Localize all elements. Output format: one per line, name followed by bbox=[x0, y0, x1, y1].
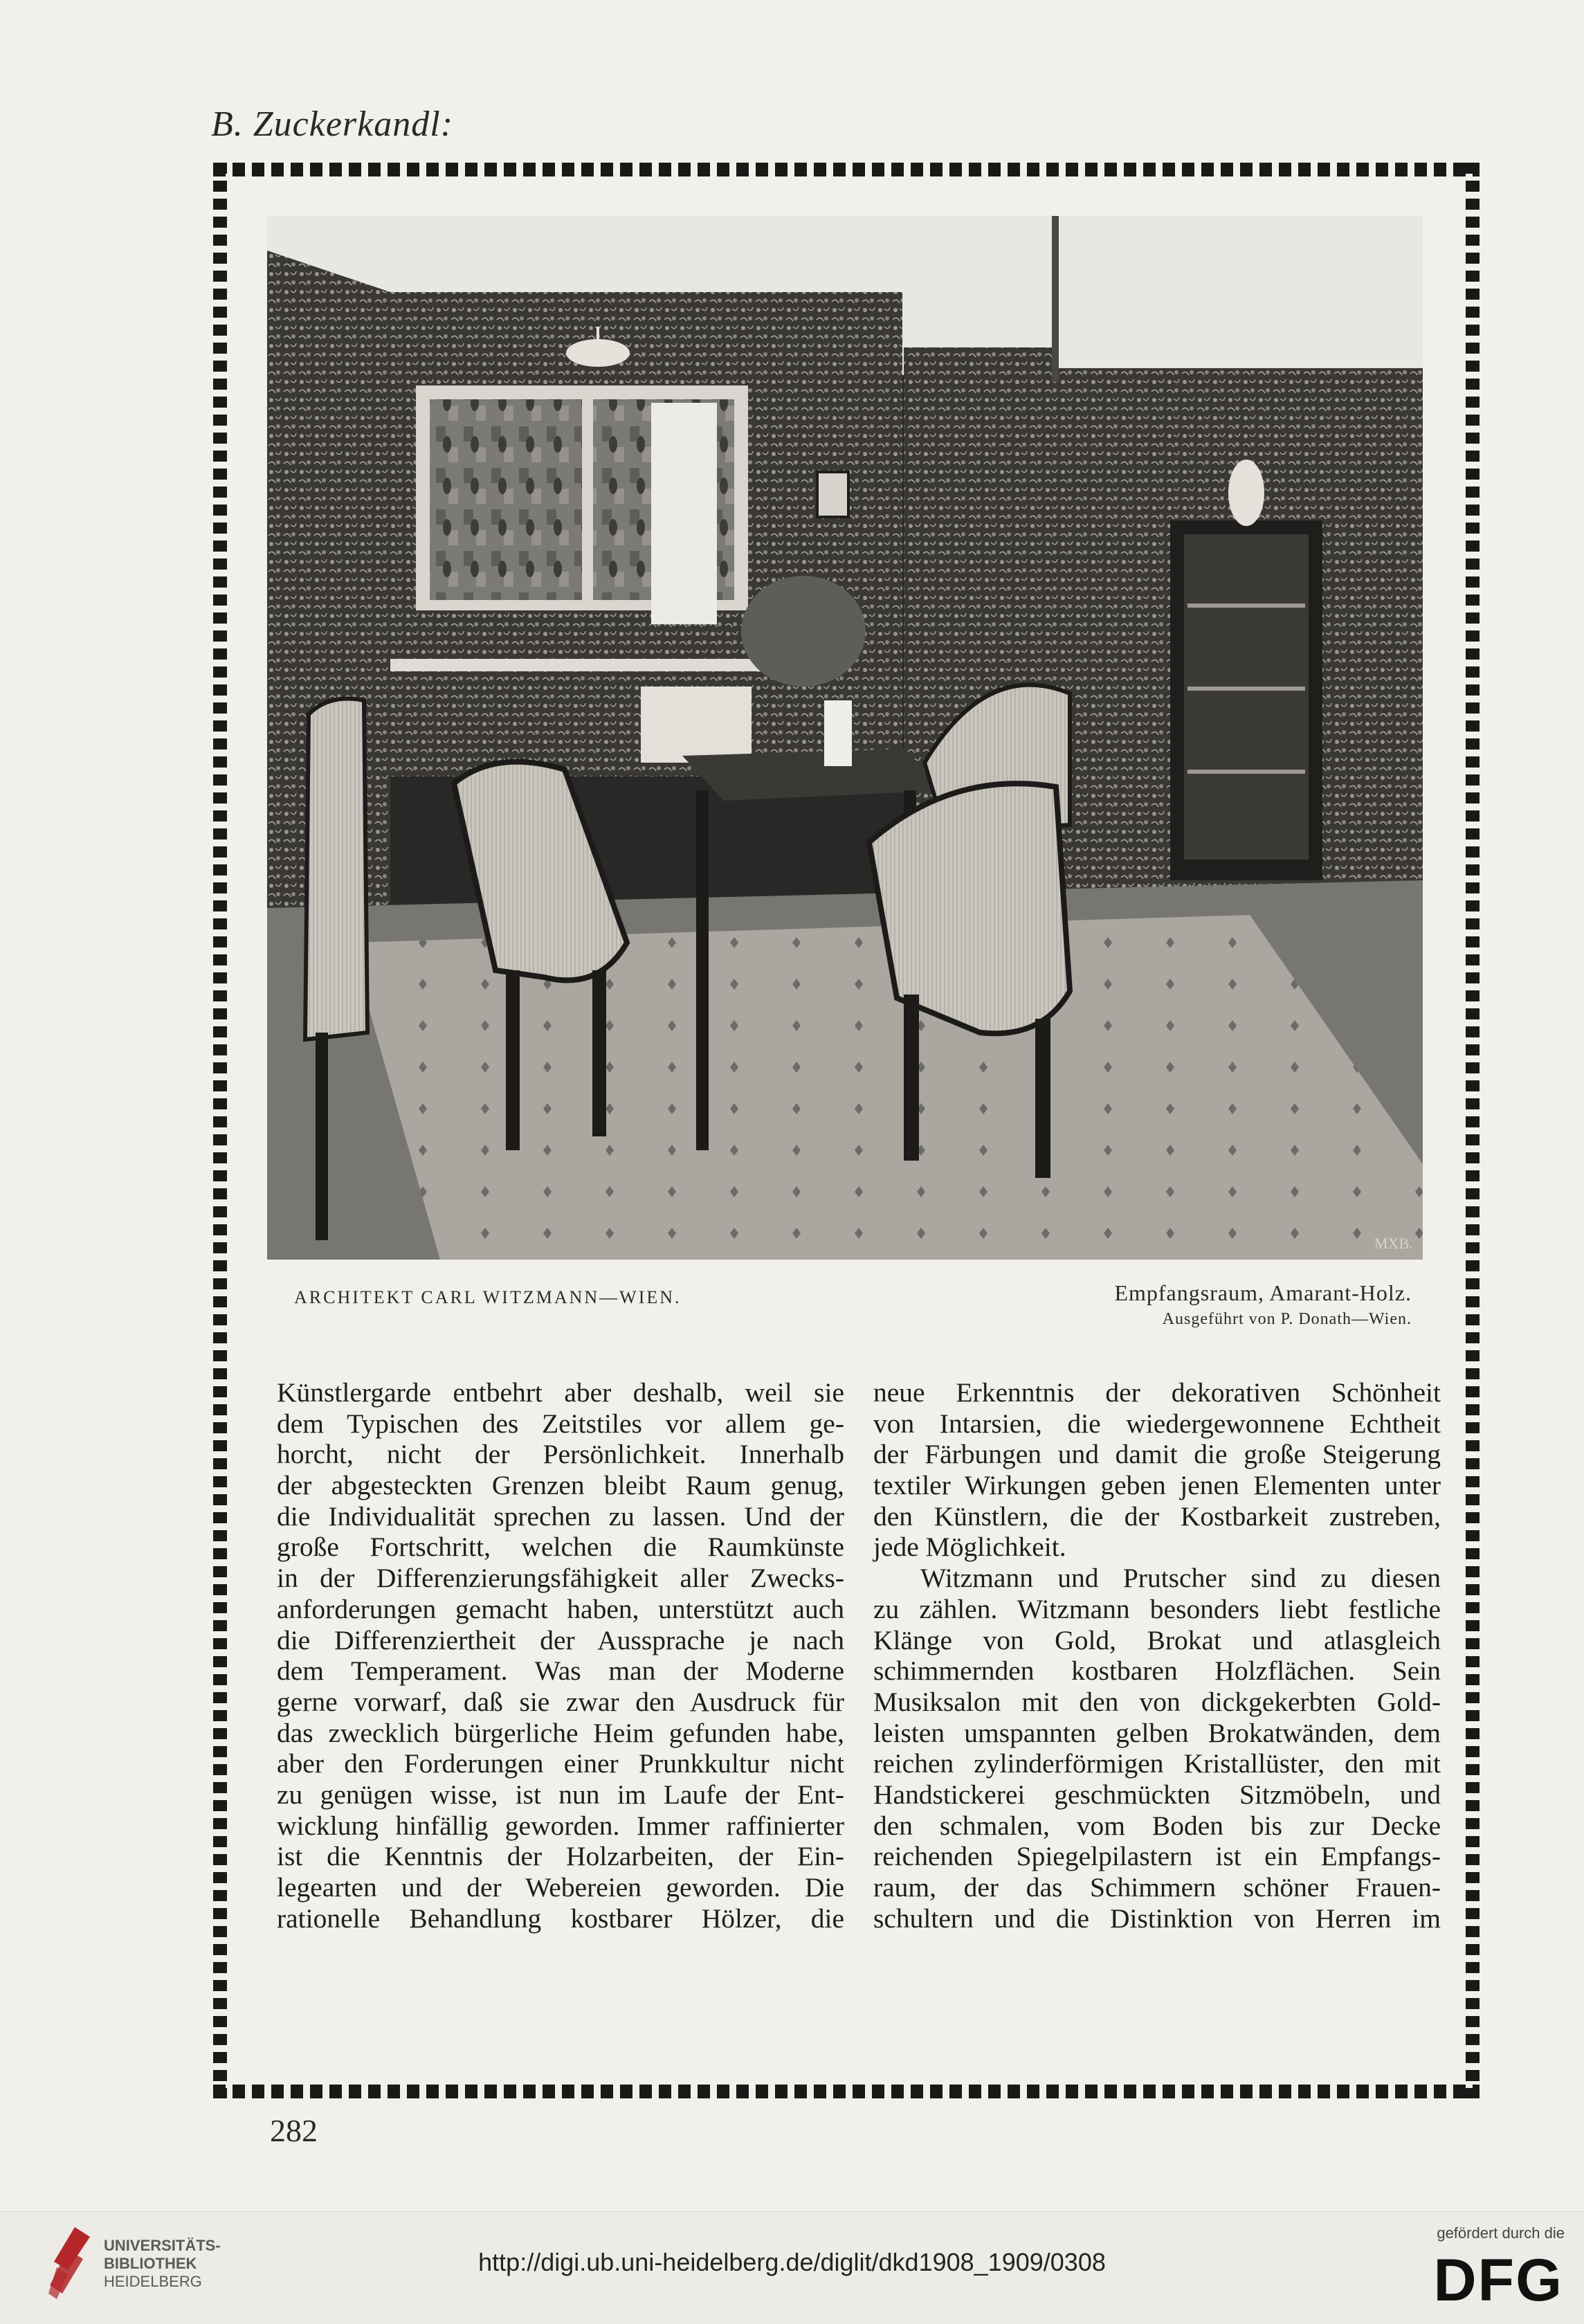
text-line: Musiksalon mit den von dickgekerbten Gold- bbox=[873, 1686, 1441, 1717]
text-line: in der Differenzierungsfähigkeit aller Zwecks- bbox=[277, 1563, 844, 1594]
text-line: horcht, nicht der Persönlichkeit. Innerhalb bbox=[277, 1439, 844, 1470]
text-line: ist die Kenntnis der Holzarbeiten, der Ein- bbox=[277, 1841, 844, 1872]
text-line: dem Typischen des Zeitstiles vor allem ge- bbox=[277, 1408, 844, 1439]
text-line: neue Erkenntnis der dekorativen Schönheit bbox=[873, 1377, 1441, 1408]
text-line: schultern und die Distinktion von Herren im bbox=[873, 1903, 1441, 1934]
library-name-line: UNIVERSITÄTS- bbox=[104, 2237, 221, 2254]
text-column-right bbox=[873, 1377, 1441, 1934]
text-line: textiler Wirkungen geben jenen Elementen unter bbox=[873, 1470, 1441, 1501]
figure-caption-architect: ARCHITEKT CARL WITZMANN—WIEN. bbox=[294, 1287, 682, 1307]
ornamental-border-left bbox=[213, 163, 227, 2098]
figure-caption-credit: Ausgeführt von P. Donath—Wien. bbox=[1162, 1310, 1412, 1328]
text-line: reichenden Spiegelpilastern ist ein Empfangs- bbox=[873, 1841, 1441, 1872]
funded-by-label: gefördert durch die bbox=[1437, 2224, 1565, 2242]
figure-caption-title: Empfangsraum, Amarant-Holz. bbox=[1114, 1280, 1412, 1305]
text-line: die Differenziertheit der Aussprache je nach bbox=[277, 1624, 844, 1655]
text-line: Künstlergarde entbehrt aber deshalb, weil sie bbox=[277, 1377, 844, 1408]
text-line: reichen zylinderförmigen Kristallüster, den mit bbox=[873, 1748, 1441, 1779]
text-line: der Färbungen und damit die große Steigerung bbox=[873, 1439, 1441, 1470]
text-line: Klänge von Gold, Brokat und atlasgleich bbox=[873, 1624, 1441, 1655]
text-line: Handstickerei geschmückten Sitzmöbeln, und bbox=[873, 1779, 1441, 1810]
text-line: Witzmann und Prutscher sind zu diesen bbox=[920, 1563, 1441, 1594]
text-line: von Intarsien, die wiedergewonnene Echtheit bbox=[873, 1408, 1441, 1439]
library-name-line: BIBLIOTHEK bbox=[104, 2255, 197, 2272]
photo-monogram: MXB. bbox=[1374, 1235, 1413, 1252]
text-line: rationelle Behandlung kostbarer Hölzer, die bbox=[277, 1903, 844, 1934]
text-line: leisten umspannten gelben Brokatwänden, dem bbox=[873, 1717, 1441, 1748]
text-line: raum, der das Schimmern schöner Frauen- bbox=[873, 1872, 1441, 1903]
text-line: schimmernden kostbaren Holzflächen. Sein bbox=[873, 1655, 1441, 1687]
text-line: gerne vorwarf, daß sie zwar den Ausdruck für bbox=[277, 1686, 844, 1717]
library-name-line: HEIDELBERG bbox=[104, 2273, 202, 2290]
interior-photograph bbox=[267, 216, 1423, 1260]
page-number: 282 bbox=[270, 2113, 318, 2148]
text-line: aber den Forderungen einer Prunkkultur nicht bbox=[277, 1748, 844, 1779]
text-line: wicklung hinfällig geworden. Immer raffinierter bbox=[277, 1810, 844, 1841]
text-line: zu genügen wisse, ist nun im Laufe der Ent- bbox=[277, 1779, 844, 1810]
reception-room-illustration bbox=[267, 216, 1423, 1260]
text-line: der abgesteckten Grenzen bleibt Raum genug, bbox=[277, 1470, 844, 1501]
figure-caption bbox=[927, 1280, 1412, 1329]
ornamental-border-right bbox=[1466, 163, 1480, 2098]
ornamental-border-top bbox=[213, 163, 1480, 176]
ornamental-border-bottom bbox=[213, 2085, 1480, 2098]
text-line: große Fortschritt, welchen die Raumkünste bbox=[277, 1532, 844, 1563]
text-line: das zwecklich bürgerliche Heim gefunden habe, bbox=[277, 1717, 844, 1748]
text-line: jede Möglichkeit. bbox=[873, 1532, 1066, 1563]
text-line: legearten und der Webereien geworden. Die bbox=[277, 1872, 844, 1903]
text-line: zu zählen. Witzmann besonders liebt festliche bbox=[873, 1593, 1441, 1624]
text-line: anforderungen gemacht haben, unterstützt auch bbox=[277, 1593, 844, 1624]
text-line: den Künstlern, die der Kostbarkeit zustreben, bbox=[873, 1500, 1441, 1532]
dfg-logo: DFG bbox=[1433, 2247, 1563, 2314]
text-line: den schmalen, vom Boden bis zur Decke bbox=[873, 1810, 1441, 1841]
text-column-left bbox=[277, 1377, 844, 1934]
source-url-link[interactable]: http://digi.ub.uni-heidelberg.de/diglit/dkd1908_1909/0308 bbox=[478, 2248, 1106, 2276]
text-line: dem Temperament. Was man der Moderne bbox=[277, 1655, 844, 1687]
text-line: die Individualität sprechen zu lassen. Und der bbox=[277, 1500, 844, 1532]
running-head: B. Zuckerkandl: bbox=[211, 105, 454, 144]
